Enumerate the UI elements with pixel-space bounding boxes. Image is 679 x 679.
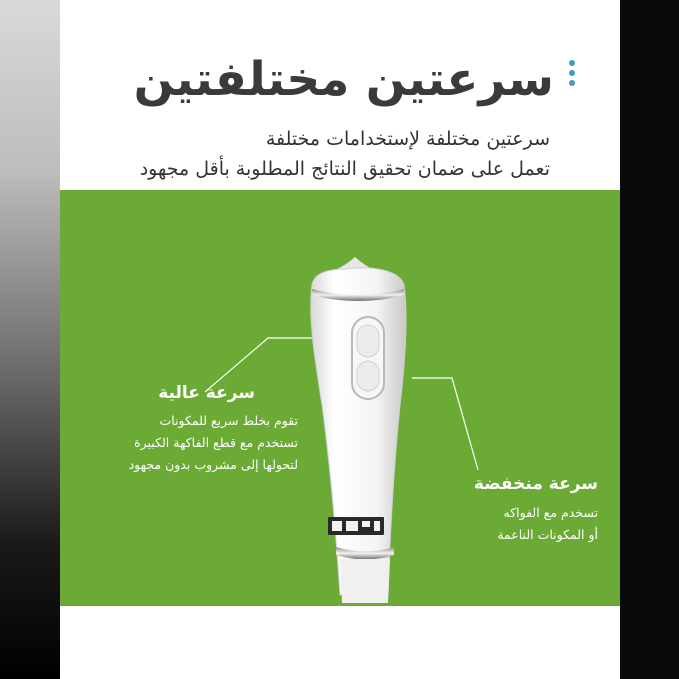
low-speed-callout-line [412, 378, 478, 470]
product-panel [60, 0, 620, 679]
low-speed-description [497, 502, 598, 546]
high-speed-line-3: لتحولها إلى مشروب بدون مجهود [128, 457, 298, 472]
high-speed-description [129, 410, 298, 476]
hand-blender-image [300, 255, 410, 607]
high-speed-title: سرعة عالية [158, 383, 255, 403]
subtitle-line-2: تعمل على ضمان تحقيق النتائج المطلوبة بأقل مجهود [139, 158, 550, 180]
dsp-logo-icon [328, 517, 384, 535]
high-speed-line-2: تستخدم مع قطع الفاكهة الكبيرة [134, 435, 298, 450]
subtitle-line-1: سرعتين مختلفة لإستخدامات مختلفة [265, 128, 550, 150]
low-speed-line-1: تسخدم مع الفواكه [503, 505, 598, 520]
high-speed-line-1: تقوم بخلط سريع للمكونات [159, 413, 298, 428]
right-dark-border [620, 0, 679, 679]
low-speed-line-2: أو المكونات الناعمة [497, 527, 598, 542]
low-speed-title: سرعة منخفضة [473, 474, 598, 494]
left-gradient-border [0, 0, 60, 679]
page-title: سرعتين مختلفتين [133, 52, 554, 107]
